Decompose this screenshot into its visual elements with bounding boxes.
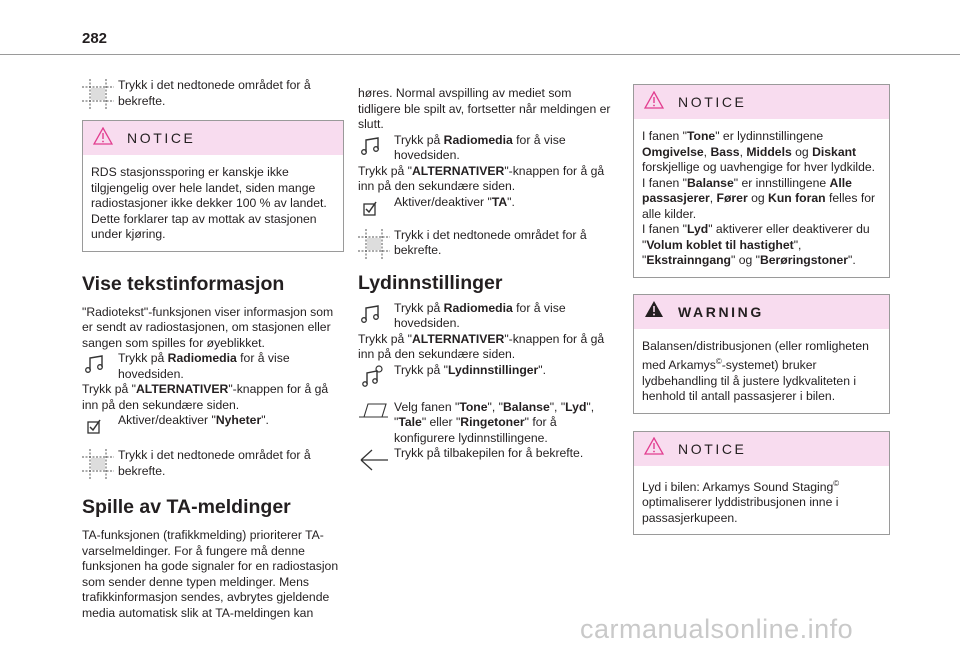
checkbox-icon (358, 195, 394, 218)
notice-box-tone (633, 84, 890, 278)
warning-triangle-filled-icon (644, 300, 664, 323)
page-number: 282 (82, 30, 108, 47)
confirm-text: Trykk i det nedtonede området for å bekrefte. (394, 227, 587, 257)
ta-paragraph-continued: høres. Normal avspilling av mediet som tidligere ble spilt av, fortsetter når meldingen er slutt. (358, 86, 611, 131)
tabs-text: Velg fanen "Tone", "Balanse", "Lyd", "Tale" eller "Ringetoner" for å konfigurere lydinnstillingene. (394, 399, 595, 445)
radiomedia-text-2: Trykk på Radiomedia for å vise hovedsiden. (394, 300, 566, 330)
confirm-step (82, 78, 344, 109)
watermark: carmanualsonline.info (580, 614, 854, 644)
music-gear-icon (358, 363, 394, 390)
grid-tap-icon (82, 78, 118, 109)
warning-title: WARNING (678, 303, 764, 320)
music-note-icon (358, 301, 394, 324)
section-heading-ta: Spille av TA-meldinger (82, 496, 291, 518)
notice-title: NOTICE (678, 94, 747, 110)
radiomedia-text: Trykk på Radiomedia for å vise hovedsiden. (394, 132, 566, 162)
warning-triangle-icon (93, 127, 113, 150)
confirm-text: Trykk i det nedtonede området for å bekrefte. (118, 78, 311, 108)
music-note-icon (82, 351, 118, 374)
sound-settings-step (358, 363, 614, 390)
warning-box (633, 294, 890, 414)
warning-triangle-icon (644, 91, 664, 114)
warning-body: Balansen/distribusjonen (eller romligheten med Arkamys©-systemet) bruker lydbehandling til å justere lydkvaliteten i henhold til antall passasjerer i bilen. (642, 338, 869, 404)
tabs-step (358, 400, 614, 447)
radiotext-paragraph: "Radiotekst"-funksjonen viser informasjon som er sendt av radiostasjonen, om stasjonen eller sangen som spilles for øyeblikket. (82, 304, 334, 350)
confirm-step-2 (82, 448, 344, 479)
warning-triangle-icon (644, 437, 664, 460)
column-3 (633, 84, 890, 535)
notice-box-arkamys (633, 431, 890, 536)
radiomedia-text: Trykk på Radiomedia for å vise hovedsiden. (118, 351, 290, 381)
notice-title: NOTICE (678, 440, 747, 457)
back-step (358, 446, 614, 471)
notice-arkamys-body: Lyd i bilen: Arkamys Sound Staging© optimaliserer lyddistribusjonen inne i passasjerkupeen. (642, 478, 840, 525)
toggle-ta-step (358, 195, 614, 218)
section-heading-lyd: Lydinnstillinger (358, 271, 503, 294)
grid-tap-icon (358, 228, 394, 259)
notice-title: NOTICE (127, 130, 196, 146)
toggle-news-step (82, 413, 344, 436)
column-2 (358, 86, 614, 471)
tab-icon (358, 400, 394, 419)
notice-body: RDS stasjonssporing er kanskje ikke tilgjengelig over hele landet, siden mange radiostasjoner ikke dekker 100 % av landet. Dette forklarer tap av mottak av stasjonen under kjøring. (91, 165, 327, 241)
toggle-news-text: Aktiver/deaktiver "Nyheter". (118, 413, 269, 427)
grid-tap-icon (82, 448, 118, 479)
options-text: Trykk på "ALTERNATIVER"-knappen for å gå inn på den sekundære siden. (358, 163, 605, 193)
sound-settings-text: Trykk på "Lydinnstillinger". (394, 362, 546, 377)
notice-box-rds (82, 120, 344, 252)
confirm-text-2: Trykk i det nedtonede området for å bekrefte. (118, 448, 311, 478)
checkbox-icon (82, 413, 118, 436)
header-divider (0, 54, 960, 55)
notice-tone-body: I fanen "Tone" er lydinnstillingene Omgivelse, Bass, Middels og Diskant forskjellige og uavhengige for hver lydkilde. I fanen "Balanse" er innstillingene Alle passasjerer, Fører og Kun foran felles for alle kilder. I fanen "Lyd" aktiverer eller deaktiverer du "Volum koblet til hastighet", "Ekstrainngang" og "Berøringstoner". (642, 129, 876, 267)
back-arrow-icon (358, 446, 394, 471)
toggle-ta-text: Aktiver/deaktiver "TA". (394, 194, 515, 209)
back-text: Trykk på tilbakepilen for å bekrefte. (394, 446, 584, 460)
music-note-icon (358, 133, 394, 156)
options-text-2: Trykk på "ALTERNATIVER"-knappen for å gå inn på den sekundære siden. (358, 331, 605, 361)
radiomedia-step (358, 133, 614, 164)
radiomedia-step-2 (358, 301, 614, 332)
ta-paragraph: TA-funksjonen (trafikkmelding) prioriterer TA-varselmeldinger. For å fungere må denne funksjonen ha gode signaler for en radiostasjon som sender denne typen meldinger. Mens trafikkinformasjon sendes, avbrytes gjeldende media automatisk slik at TA-meldingen kan (82, 528, 339, 620)
column-1 (82, 78, 344, 621)
radiomedia-step (82, 351, 344, 382)
confirm-step (358, 228, 614, 259)
options-text: Trykk på "ALTERNATIVER"-knappen for å gå inn på den sekundære siden. (82, 382, 329, 412)
section-heading-tekstinfo: Vise tekstinformasjon (82, 272, 285, 295)
